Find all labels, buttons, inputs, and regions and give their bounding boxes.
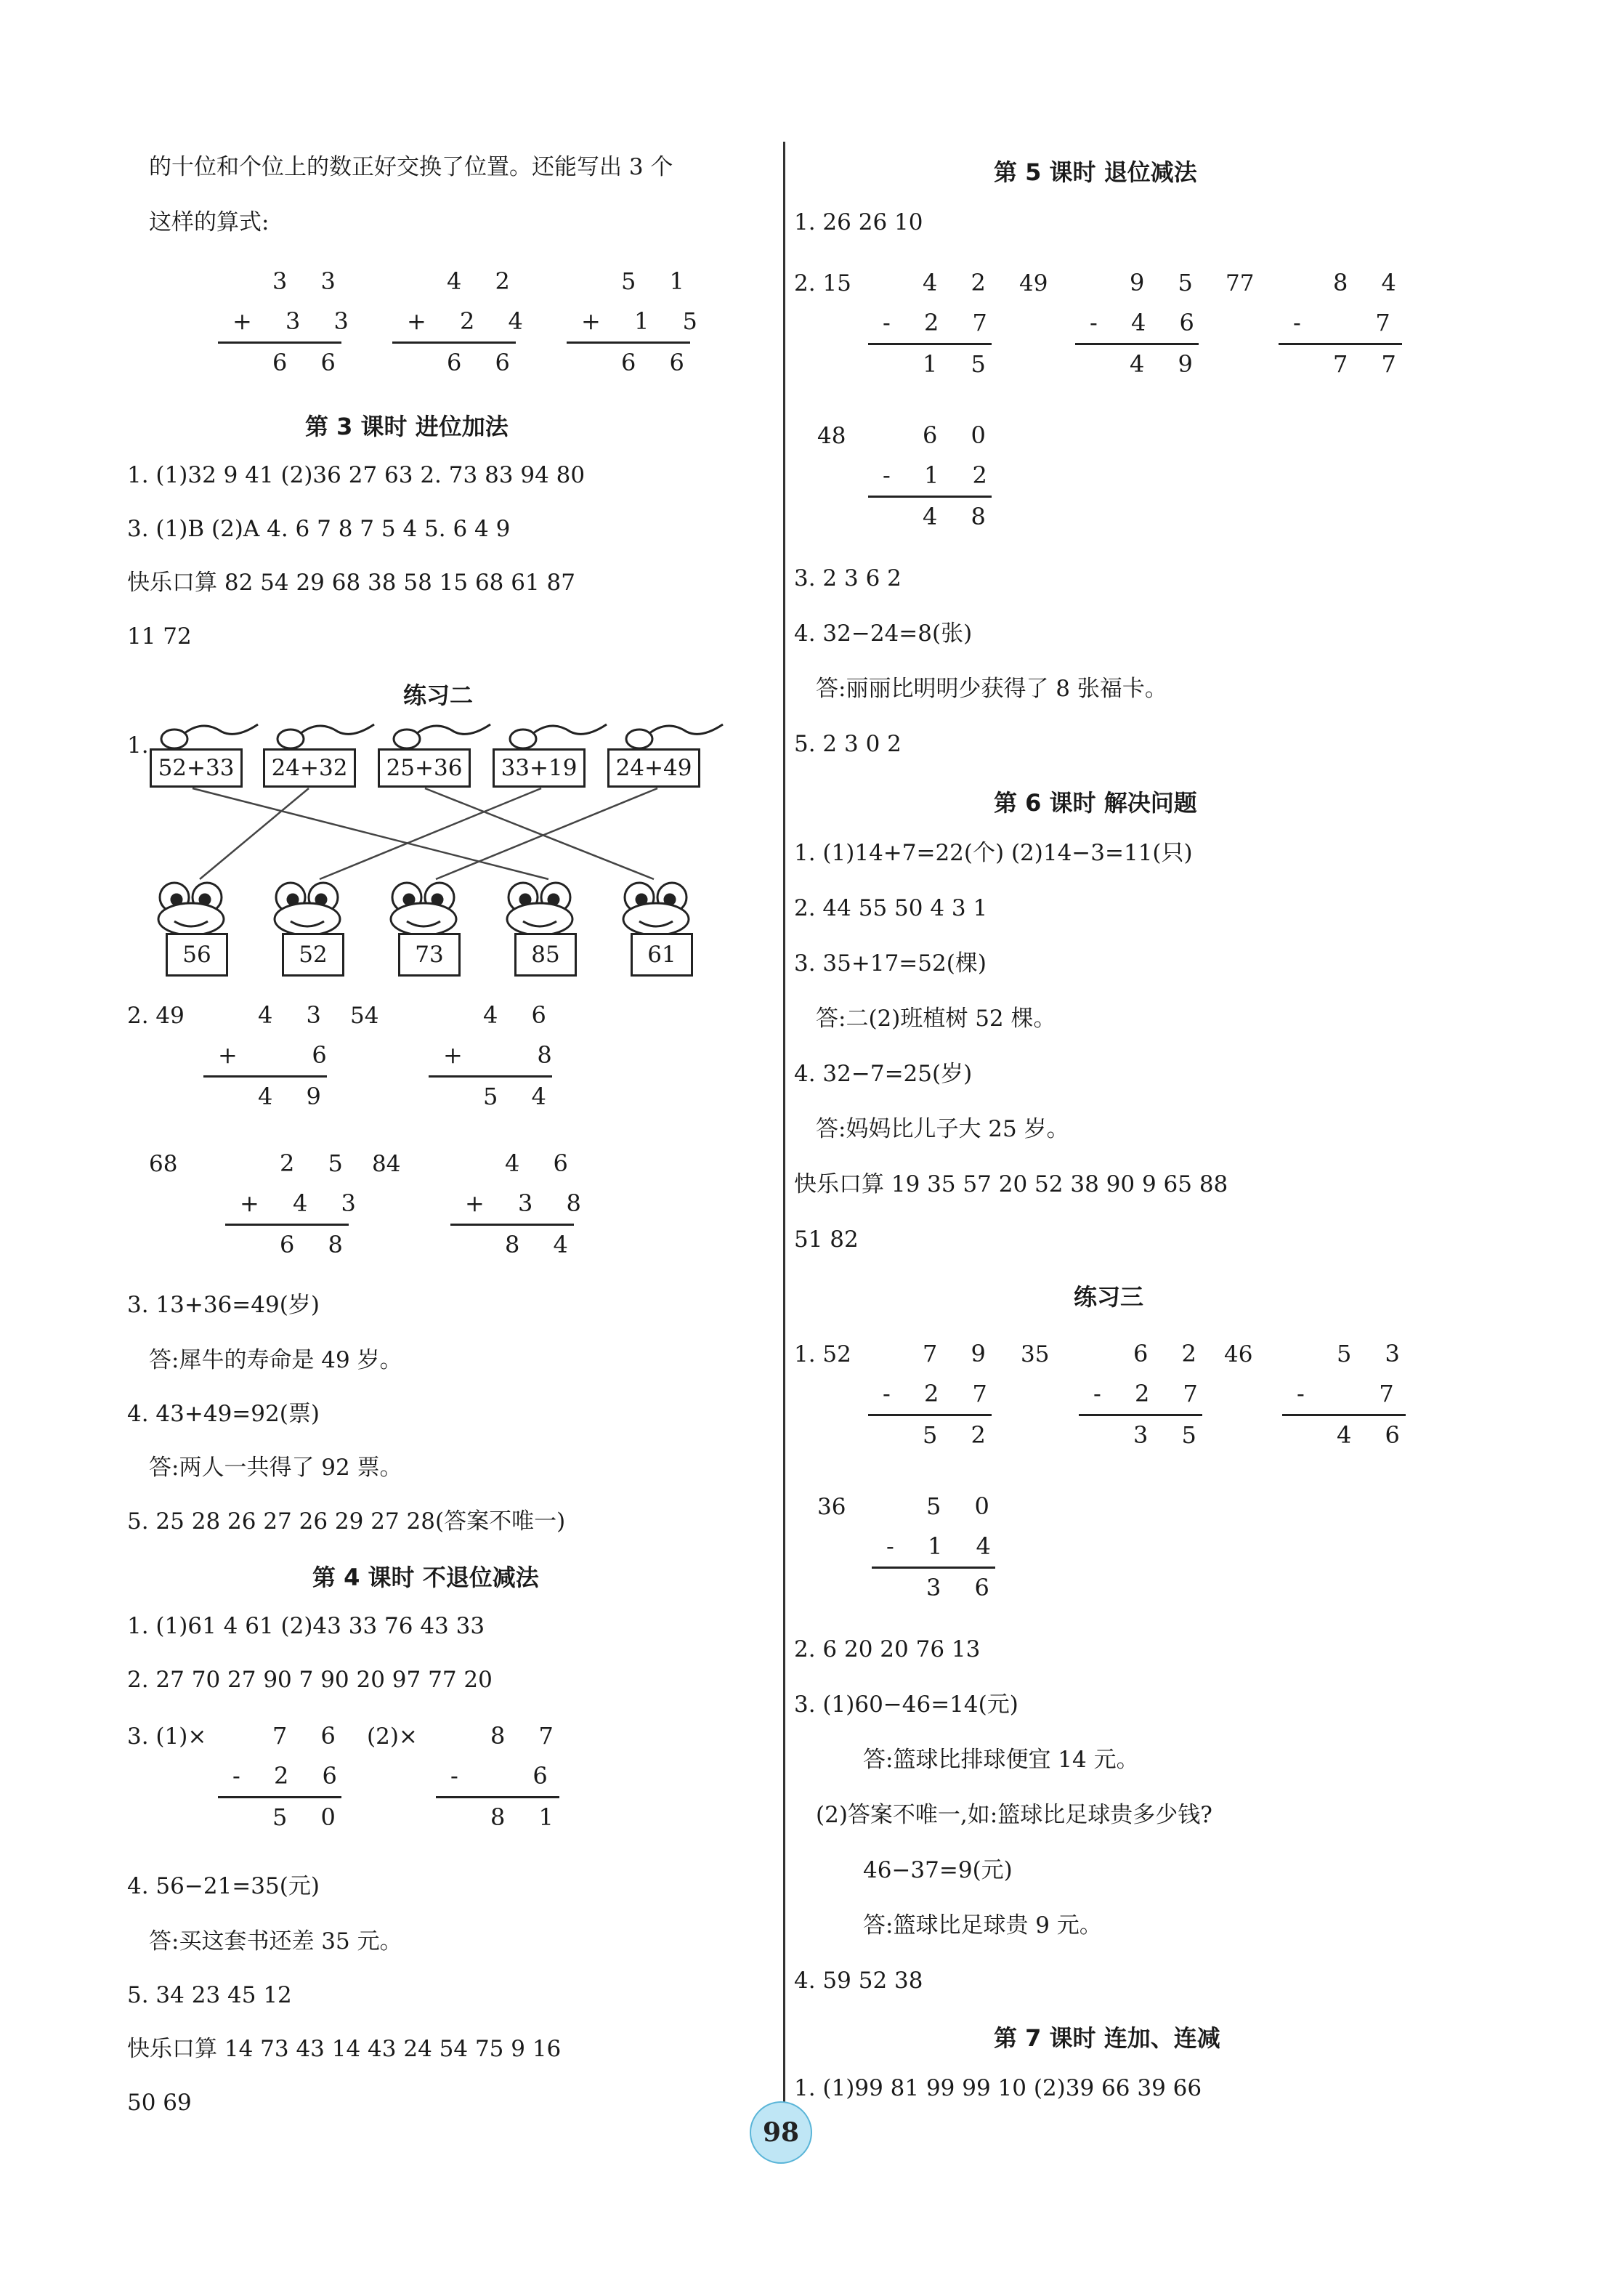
tadpole-expression: 25+36 xyxy=(378,748,471,788)
answer-line: 49 xyxy=(1019,270,1048,296)
answer-line: 答:两人一共得了 92 票。 xyxy=(149,1455,402,1481)
answer-line: 5. 2 3 0 2 xyxy=(794,731,902,757)
answer-line: 5. 34 23 45 12 xyxy=(127,1982,292,2008)
intro-line-1: 的十位和个位上的数正好交换了位置。还能写出 3 个 xyxy=(149,154,673,180)
answer-line: 快乐口算 14 73 43 14 43 24 54 75 9 16 xyxy=(127,2036,562,2062)
answer-line: 36 xyxy=(817,1494,846,1520)
answer-line: 答:买这套书还差 35 元。 xyxy=(149,1928,402,1955)
right-column: 第 5 课时 退位减法 1. 26 26 10 2. 15 4 2 - 2 7 1 5 49 9 5 - 4 6 4 9 77 8 4 - 7 7 7 48 6 0 - 1 2 4 8 3. 2 3 6 2 4. 32−24=8(张) 答:丽丽比明明少获得了 8 张福卡。 5. 2 3 0 2 第 6 课时 解决问题 1. (1)14+7=22(个) (2)14−3=11(只) 2. 44 55 50 4 3 1 3. 35+17=52(棵) 答:二(2)班植树 52 棵。 4. 32−7=25(岁) 答:妈妈比儿子大 25 岁。 快乐口算 19 35 57 20 52 38 90 9 65 88 51 82 练习三 1. 52 7 9 - 2 7 5 2 35 6 2 - 2 7 3 5 46 5 3 - 7 4 6 36 5 0 - 1 4 3 6 2. 6 20 20 76 13 3. (1)60−46=14(元) 答:篮球比排球便宜 14 元。 (2)答案不唯一,如:篮球比足球贵多少钱? 46−37=9(元) 答:篮球比足球贵 9 元。 4. 59 52 38 第 7 课时 连加、连减 1. (1)99 81 99 99 10 (2)39 66 39 66 xyxy=(788,0,1604,2180)
tadpole-expression: 52+33 xyxy=(150,748,243,788)
frog-number: 85 xyxy=(514,933,577,977)
answer-line: 4. 43+49=92(票) xyxy=(127,1401,320,1427)
answer-line: 1. 52 xyxy=(794,1341,851,1367)
answer-line: 答:篮球比足球贵 9 元。 xyxy=(863,1912,1102,1939)
answer-line: 50 69 xyxy=(127,2090,192,2116)
tadpole-expression: 24+49 xyxy=(607,748,700,788)
answer-line: 3. 35+17=52(棵) xyxy=(794,950,987,977)
frog-number: 61 xyxy=(631,933,693,977)
answer-line: 答:篮球比排球便宜 14 元。 xyxy=(863,1747,1139,1773)
frog-number: 52 xyxy=(282,933,344,977)
answer-line: 3. 2 3 6 2 xyxy=(794,565,902,591)
answer-line: 答:丽丽比明明少获得了 8 张福卡。 xyxy=(816,676,1167,702)
section-heading: 第 4 课时 不退位减法 xyxy=(312,1564,539,1591)
answer-line: 答:妈妈比儿子大 25 岁。 xyxy=(816,1116,1069,1142)
answer-line: 4. 59 52 38 xyxy=(794,1968,923,1994)
answer-line: 答:二(2)班植树 52 棵。 xyxy=(816,1006,1056,1032)
page-number: 98 xyxy=(750,2101,812,2164)
answer-line: 51 82 xyxy=(794,1226,859,1253)
answer-line: 4. 56−21=35(元) xyxy=(127,1873,320,1899)
answer-line: 5. 25 28 26 27 26 29 27 28(答案不唯一) xyxy=(127,1508,566,1535)
answer-line: 3. (1)B (2)A 4. 6 7 8 7 5 4 5. 6 4 9 xyxy=(127,516,511,542)
answer-line: 2. 49 xyxy=(127,1003,185,1029)
answer-line: (2)答案不唯一,如:篮球比足球贵多少钱? xyxy=(816,1802,1212,1828)
answer-line: 快乐口算 82 54 29 68 38 58 15 68 61 87 xyxy=(127,570,576,596)
answer-line: 3. (1)60−46=14(元) xyxy=(794,1691,1018,1718)
answer-line: 46 xyxy=(1224,1341,1253,1367)
answer-line: 2. 27 70 27 90 7 90 20 97 77 20 xyxy=(127,1667,493,1693)
answer-line: 35 xyxy=(1021,1341,1050,1367)
frog-number: 56 xyxy=(166,933,228,977)
answer-line: 2. 44 55 50 4 3 1 xyxy=(794,895,988,921)
frog-number: 73 xyxy=(398,933,461,977)
answer-line: 77 xyxy=(1226,270,1255,296)
section-heading: 第 5 课时 退位减法 xyxy=(994,158,1197,186)
answer-line: 2. 6 20 20 76 13 xyxy=(794,1636,981,1662)
column-divider xyxy=(783,142,785,2125)
answer-line: 68 xyxy=(149,1151,178,1177)
section-heading: 第 3 课时 进位加法 xyxy=(305,413,509,440)
answer-line: 48 xyxy=(817,423,846,449)
answer-line: 46−37=9(元) xyxy=(863,1857,1013,1883)
answer-line: 54 xyxy=(350,1003,379,1029)
left-column: 的十位和个位上的数正好交换了位置。还能写出 3 个 这样的算式: 3 3 + 3 3 6 6 4 2 + 2 4 6 6 5 1 + 1 5 6 6 第 3 课时 进位加法 1. (1)32 9 41 (2)36 27 63 2. 73 83 94 80 3. (1)B (2)A 4. 6 7 8 7 5 4 5. 6 4 9 快乐口算 82 54 29 68 38 58 15 68 61 87 11 72 练习二 1. 52+33 24+32 25+36 33+19 24+49 56 52 73 85 61 2. 49 4 3 + 6 4 9 54 4 6 + 8 5 4 68 2 5 + 4 3 6 8 84 4 6 + 3 8 8 4 3. 13+36=49(岁) 答:犀牛的寿命是 49 岁。 4. 43+49=92(票) 答:两人一共得了 92 票。 5. 25 28 26 27 26 29 27 28(答案不唯一) 第 4 课时 不退位减法 1. (1)61 4 61 (2)43 33 76 43 33 2. 27 70 27 90 7 90 20 97 77 20 3. (1)× 7 6 - 2 6 5 0 (2)× 8 7 - 6 8 1 4. 56−21=35(元) 答:买这套书还差 35 元。 5. 34 23 45 12 快乐口算 14 73 43 14 43 24 54 75 9 16 50 69 xyxy=(0,0,781,2180)
answer-line: 1. (1)61 4 61 (2)43 33 76 43 33 xyxy=(127,1613,485,1639)
answer-line: 1. 26 26 10 xyxy=(794,209,923,235)
question-number: 1. xyxy=(127,732,149,759)
answer-line: 4. 32−24=8(张) xyxy=(794,621,973,647)
section-heading: 第 7 课时 连加、连减 xyxy=(994,2024,1220,2052)
section-heading: 第 6 课时 解决问题 xyxy=(994,789,1197,817)
section-heading: 练习三 xyxy=(1074,1283,1144,1311)
answer-line: 84 xyxy=(372,1151,401,1177)
answer-line: 1. (1)99 81 99 99 10 (2)39 66 39 66 xyxy=(794,2075,1202,2101)
answer-line: 11 72 xyxy=(127,623,192,650)
answer-line: 2. 15 xyxy=(794,270,851,296)
answer-line: 1. (1)32 9 41 (2)36 27 63 2. 73 83 94 80 xyxy=(127,462,586,488)
answer-line: (2)× xyxy=(367,1723,418,1750)
answer-line: 1. (1)14+7=22(个) (2)14−3=11(只) xyxy=(794,840,1193,866)
section-heading: 练习二 xyxy=(403,682,474,709)
answer-line: 快乐口算 19 35 57 20 52 38 90 9 65 88 xyxy=(794,1171,1228,1197)
answer-line: 3. (1)× xyxy=(127,1723,207,1750)
tadpole-expression: 24+32 xyxy=(263,748,356,788)
answer-line: 3. 13+36=49(岁) xyxy=(127,1292,320,1318)
intro-line-2: 这样的算式: xyxy=(149,209,270,235)
tadpole-expression: 33+19 xyxy=(493,748,586,788)
answer-line: 答:犀牛的寿命是 49 岁。 xyxy=(149,1347,402,1373)
answer-line: 4. 32−7=25(岁) xyxy=(794,1061,973,1087)
